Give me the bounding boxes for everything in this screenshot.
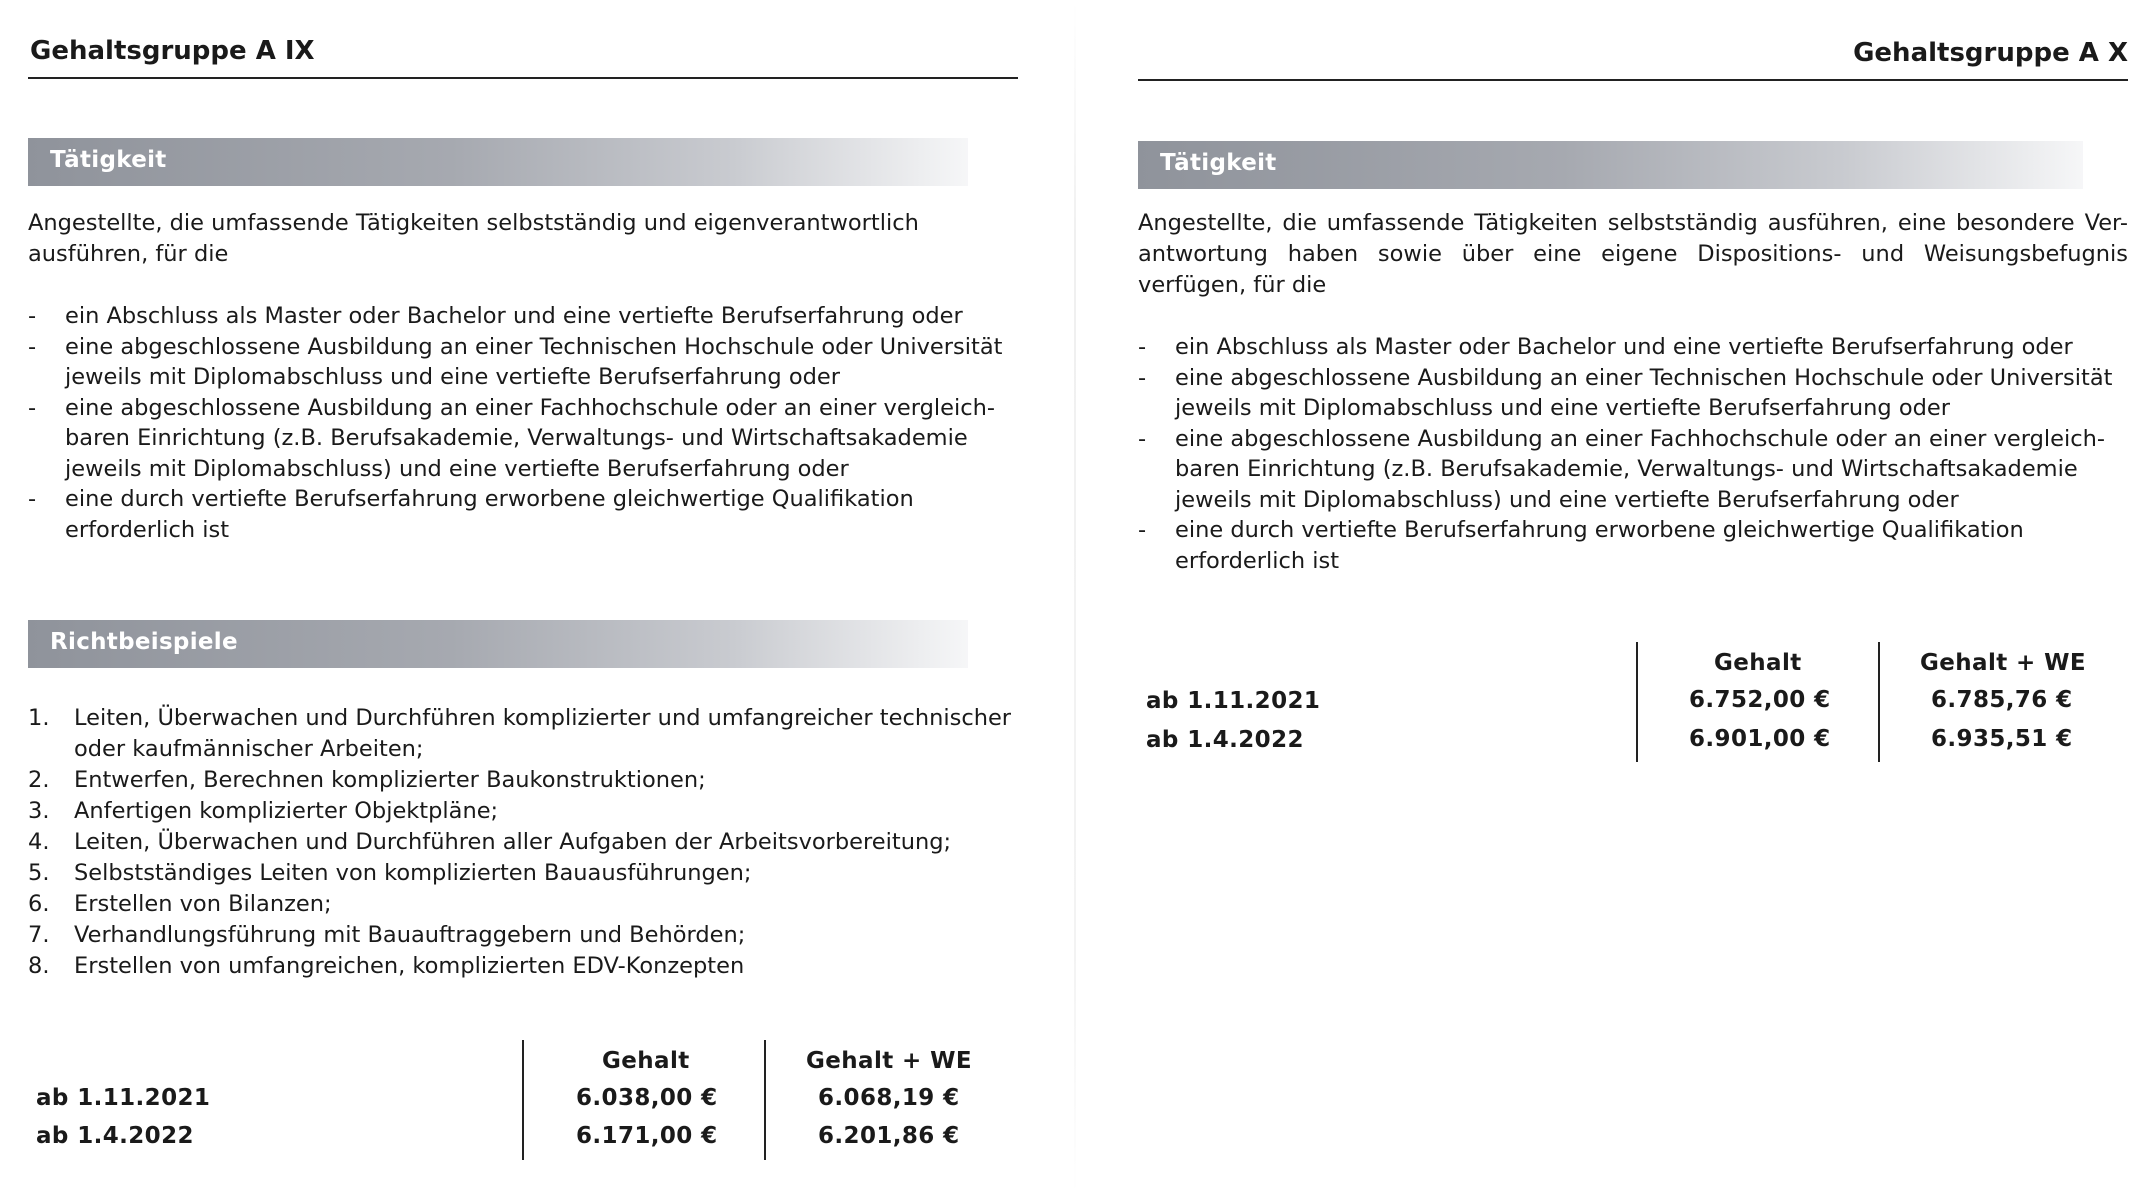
row-salary-we: 6.201,86 € — [818, 1123, 960, 1149]
activity-intro: Angestellte, die umfassende Tätigkeiten selbstständig ausführen, eine besondere Ver- antwortung haben sowie über eine eigene Dispositions- und Weisungsbefugnis verfügen, für die — [1138, 210, 2128, 298]
list-item: - ein Abschluss als Master oder Bachelor und eine vertiefte Berufserfahrung oder — [1138, 334, 2073, 360]
list-item: - eine abgeschlossene Ausbildung an einer Fachhochschule oder an einer vergleich- baren Einrichtung (z.B. Berufsakademie, Verwaltungs- und Wirtschaftsakademie jeweils mit Diplomabschluss) und eine vertiefte Berufserfahrung oder — [28, 394, 995, 482]
column-header-salary: Gehalt — [1714, 650, 1802, 676]
activity-heading: Tätigkeit — [50, 147, 167, 173]
page-fold — [1074, 0, 1076, 1195]
list-item: 6. Erstellen von Bilanzen; — [28, 891, 332, 917]
row-salary: 6.752,00 € — [1689, 687, 1831, 713]
row-date: ab 1.11.2021 — [1146, 688, 1321, 714]
list-item: - eine abgeschlossene Ausbildung an einer Technischen Hochschule oder Universität jeweils mit Diplomabschluss und eine vertiefte Berufserfahrung oder — [28, 333, 1003, 390]
row-salary: 6.171,00 € — [576, 1123, 718, 1149]
activity-heading-band — [1138, 141, 2083, 189]
salary-table — [28, 1040, 1018, 1165]
left-page — [28, 0, 1018, 1195]
list-item: - eine abgeschlossene Ausbildung an einer Fachhochschule oder an einer vergleich- baren Einrichtung (z.B. Berufsakademie, Verwaltungs- und Wirtschaftsakademie jeweils mit Diplomabschluss) und eine vertiefte Berufserfahrung oder — [1138, 425, 2105, 513]
page-title: Gehaltsgruppe A X — [1853, 38, 2128, 68]
column-divider — [1878, 642, 1880, 762]
list-item: 2. Entwerfen, Berechnen komplizierter Baukonstruktionen; — [28, 767, 706, 793]
row-salary-we: 6.785,76 € — [1931, 687, 2073, 713]
list-item: - eine durch vertiefte Berufserfahrung erworbene gleichwertige Qualifikation erforderlich ist — [28, 486, 914, 543]
list-item: 8. Erstellen von umfangreichen, komplizierten EDV-Konzepten — [28, 953, 745, 979]
row-salary-we: 6.068,19 € — [818, 1085, 960, 1111]
examples-heading: Richtbeispiele — [50, 629, 238, 655]
column-divider — [1636, 642, 1638, 762]
list-item: 1. Leiten, Überwachen und Durchführen komplizierter und umfangreicher technischer oder kaufmännischer Arbeiten; — [28, 705, 1012, 762]
column-divider — [522, 1040, 524, 1160]
column-header-salary-we: Gehalt + WE — [1920, 650, 2087, 676]
requirements-list — [1138, 332, 2128, 576]
right-page — [1138, 0, 2128, 1195]
examples-heading-band — [28, 620, 968, 668]
list-item: - ein Abschluss als Master oder Bachelor und eine vertiefte Berufserfahrung oder — [28, 303, 963, 329]
row-date: ab 1.4.2022 — [1146, 727, 1304, 753]
activity-heading: Tätigkeit — [1160, 150, 1277, 176]
activity-heading-band — [28, 138, 968, 186]
row-salary-we: 6.935,51 € — [1931, 726, 2073, 752]
title-rule — [28, 77, 1018, 79]
row-salary: 6.038,00 € — [576, 1085, 718, 1111]
column-header-salary-we: Gehalt + WE — [806, 1048, 973, 1074]
row-date: ab 1.11.2021 — [36, 1085, 211, 1111]
activity-intro: Angestellte, die umfassende Tätigkeiten selbstständig und eigenverantwortlich ausführen, für die — [28, 210, 919, 267]
column-divider — [764, 1040, 766, 1160]
page-title: Gehaltsgruppe A IX — [30, 36, 315, 66]
column-header-salary: Gehalt — [602, 1048, 690, 1074]
list-item: 4. Leiten, Überwachen und Durchführen aller Aufgaben der Arbeitsvorbereitung; — [28, 829, 952, 855]
salary-table — [1138, 642, 2128, 767]
examples-list — [28, 703, 1018, 982]
title-rule — [1138, 79, 2128, 81]
list-item: 7. Verhandlungsführung mit Bauauftraggebern und Behörden; — [28, 922, 746, 948]
list-item: - eine durch vertiefte Berufserfahrung erworbene gleichwertige Qualifikation erforderlich ist — [1138, 517, 2024, 574]
row-date: ab 1.4.2022 — [36, 1123, 194, 1149]
list-item: 5. Selbstständiges Leiten von komplizierten Bauausführungen; — [28, 860, 752, 886]
list-item: 3. Anfertigen komplizierter Objektpläne; — [28, 798, 499, 824]
list-item: - eine abgeschlossene Ausbildung an einer Technischen Hochschule oder Universität jeweils mit Diplomabschluss und eine vertiefte Berufserfahrung oder — [1138, 364, 2113, 421]
requirements-list — [28, 301, 1018, 545]
row-salary: 6.901,00 € — [1689, 726, 1831, 752]
